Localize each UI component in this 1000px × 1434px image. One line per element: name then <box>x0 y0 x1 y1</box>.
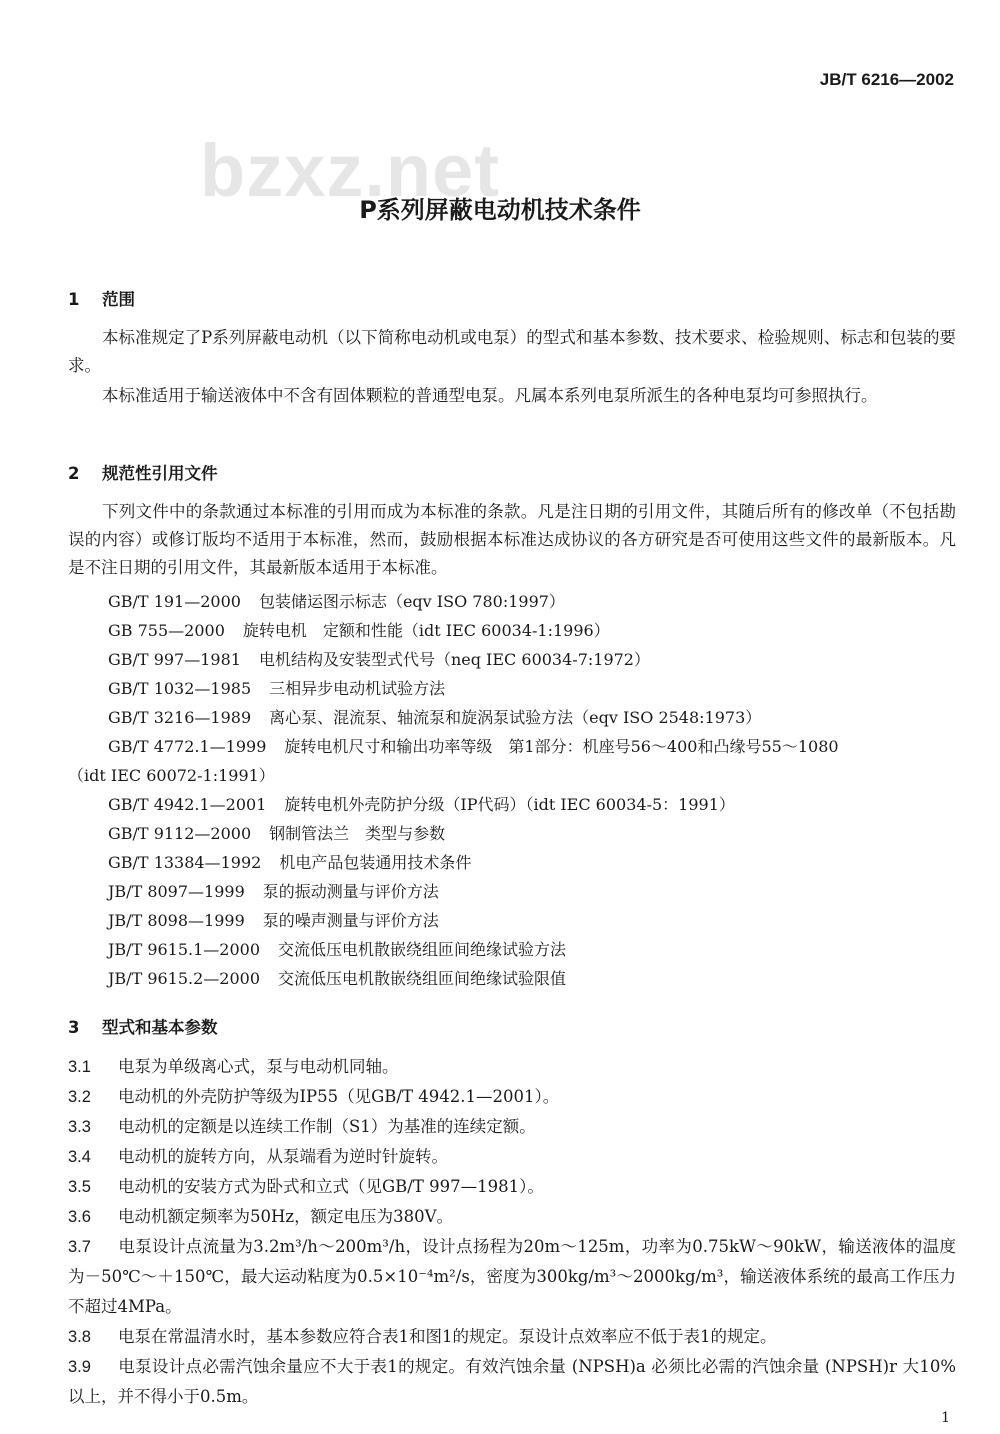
clause-number: 3.1 <box>68 1058 91 1076</box>
section-title: 型式和基本参数 <box>102 1018 218 1037</box>
reference-item <box>68 617 956 645</box>
section-title: 范围 <box>102 290 135 309</box>
reference-title: 离心泵、混流泵、轴流泵和旋涡泵试验方法（eqv ISO 2548:1973） <box>269 708 762 727</box>
clause-text: 电泵为单级离心式，泵与电动机同轴。 <box>118 1057 399 1076</box>
reference-item <box>68 878 956 906</box>
section-number: 3 <box>68 1018 80 1037</box>
clause-number: 3.9 <box>68 1358 91 1376</box>
reference-code: GB/T 4772.1—1999 <box>108 737 267 756</box>
standard-number: JB/T 6216—2002 <box>819 70 954 89</box>
reference-title: 三相异步电动机试验方法 <box>269 679 446 698</box>
section-2-intro: 下列文件中的条款通过本标准的引用而成为本标准的条款。凡是注日期的引用文件，其随后所有的修改单（不包括勘误的内容）或修订版均不适用于本标准，然而，鼓励根据本标准达成协议的各方研究是否可使用这些文件的最新版本。凡是不注日期的引用文件，其最新版本适用于本标准。 <box>68 502 956 577</box>
clause-text: 电泵在常温清水时，基本参数应符合表1和图1的规定。泵设计点效率应不低于表1的规定。 <box>118 1327 777 1346</box>
reference-title: 电机结构及安装型式代号（neq IEC 60034-7:1972） <box>258 650 650 669</box>
reference-code: GB/T 191—2000 <box>108 592 241 611</box>
reference-code: JB/T 8097—1999 <box>108 882 245 901</box>
document-title: P系列屏蔽电动机技术条件 <box>359 196 641 224</box>
reference-code: JB/T 8098—1999 <box>108 911 245 930</box>
reference-title: 泵的噪声测量与评价方法 <box>262 911 439 930</box>
reference-item <box>68 704 956 732</box>
reference-item <box>68 588 956 616</box>
clause-item <box>68 1232 956 1322</box>
clause-item <box>68 1112 956 1142</box>
clause-number: 3.8 <box>68 1328 91 1346</box>
reference-title: 旋转电机 定额和性能（idt IEC 60034-1:1996） <box>242 621 610 640</box>
reference-title: 钢制管法兰 类型与参数 <box>269 824 446 843</box>
clause-item <box>68 1322 956 1352</box>
reference-item <box>68 675 956 703</box>
section-title: 规范性引用文件 <box>102 464 218 483</box>
reference-title: 交流低压电机散嵌绕组匝间绝缘试验方法 <box>278 940 567 959</box>
reference-title: 旋转电机尺寸和输出功率等级 第1部分：机座号56～400和凸缘号55～1080 <box>284 737 839 756</box>
reference-code: GB/T 3216—1989 <box>108 708 252 727</box>
reference-item <box>68 733 956 761</box>
reference-item <box>68 907 956 935</box>
section-1-paragraph-1: 本标准规定了P系列屏蔽电动机（以下简称电动机或电泵）的型式和基本参数、技术要求、检验规则、标志和包装的要求。 <box>68 328 956 375</box>
reference-item-continuation <box>68 762 956 790</box>
clause-text: 电动机的外壳防护等级为IP55（见GB/T 4942.1—2001）。 <box>118 1087 560 1106</box>
clause-number: 3.5 <box>68 1178 91 1196</box>
section-1-paragraph-2: 本标准适用于输送液体中不含有固体颗粒的普通型电泵。凡属本系列电泵所派生的各种电泵均可参照执行。 <box>102 386 878 405</box>
clause-text: 电动机的安装方式为卧式和立式（见GB/T 997—1981）。 <box>118 1177 544 1196</box>
reference-item <box>68 820 956 848</box>
reference-title: 机电产品包装通用技术条件 <box>279 853 472 872</box>
watermark: bzxz.net <box>200 129 500 212</box>
section-number: 2 <box>68 464 80 483</box>
reference-code: JB/T 9615.1—2000 <box>108 940 261 959</box>
clause-number: 3.3 <box>68 1118 91 1136</box>
reference-code: GB/T 4942.1—2001 <box>108 795 267 814</box>
clause-number: 3.6 <box>68 1208 91 1226</box>
reference-code: GB/T 9112—2000 <box>108 824 252 843</box>
clause-text: 电动机额定频率为50Hz，额定电压为380V。 <box>118 1207 453 1226</box>
reference-item <box>68 791 956 819</box>
reference-title: （idt IEC 60072-1:1991） <box>68 766 275 785</box>
page-number: 1 <box>941 1410 950 1426</box>
reference-code: GB 755—2000 <box>108 621 225 640</box>
reference-code: JB/T 9615.2—2000 <box>108 969 261 988</box>
reference-title: 包装储运图示标志（eqv ISO 780:1997） <box>258 592 565 611</box>
clause-item <box>68 1202 956 1232</box>
clause-text: 电动机的定额是以连续工作制（S1）为基准的连续定额。 <box>118 1117 536 1136</box>
clause-text: 电泵设计点必需汽蚀余量应不大于表1的规定。有效汽蚀余量 (NPSH)a 必须比必需的汽蚀余量 (NPSH)r 大10%以上，并不得小于0.5m。 <box>68 1357 956 1406</box>
reference-code: GB/T 997—1981 <box>108 650 241 669</box>
section-3-heading <box>68 1014 218 1038</box>
reference-item <box>68 936 956 964</box>
clause-item <box>68 1142 956 1172</box>
clause-number: 3.4 <box>68 1148 91 1166</box>
clause-number: 3.7 <box>68 1238 91 1256</box>
reference-code: GB/T 1032—1985 <box>108 679 252 698</box>
clause-text: 电动机的旋转方向，从泵端看为逆时针旋转。 <box>118 1147 448 1166</box>
clause-item <box>68 1172 956 1202</box>
clause-item <box>68 1052 956 1082</box>
reference-item <box>68 965 956 993</box>
clause-text: 电泵设计点流量为3.2m³/h～200m³/h，设计点扬程为20m～125m，功率为0.75kW～90kW，输送液体的温度为－50℃～＋150℃，最大运动粘度为0.5×10⁻⁴m²/s，密度为300kg/m³～2000kg/m³，输送液体系统的最高工作压力不超过4MPa。 <box>68 1237 956 1316</box>
reference-item <box>68 646 956 674</box>
reference-code: GB/T 13384—1992 <box>108 853 262 872</box>
section-number: 1 <box>68 290 80 309</box>
clause-item <box>68 1082 956 1112</box>
reference-item <box>68 849 956 877</box>
reference-title: 旋转电机外壳防护分级（IP代码）（idt IEC 60034-5：1991） <box>284 795 735 814</box>
clause-item <box>68 1352 956 1412</box>
reference-title: 交流低压电机散嵌绕组匝间绝缘试验限值 <box>278 969 567 988</box>
section-2-heading <box>68 460 218 484</box>
reference-title: 泵的振动测量与评价方法 <box>262 882 439 901</box>
clause-number: 3.2 <box>68 1088 91 1106</box>
section-1-heading <box>68 286 135 310</box>
